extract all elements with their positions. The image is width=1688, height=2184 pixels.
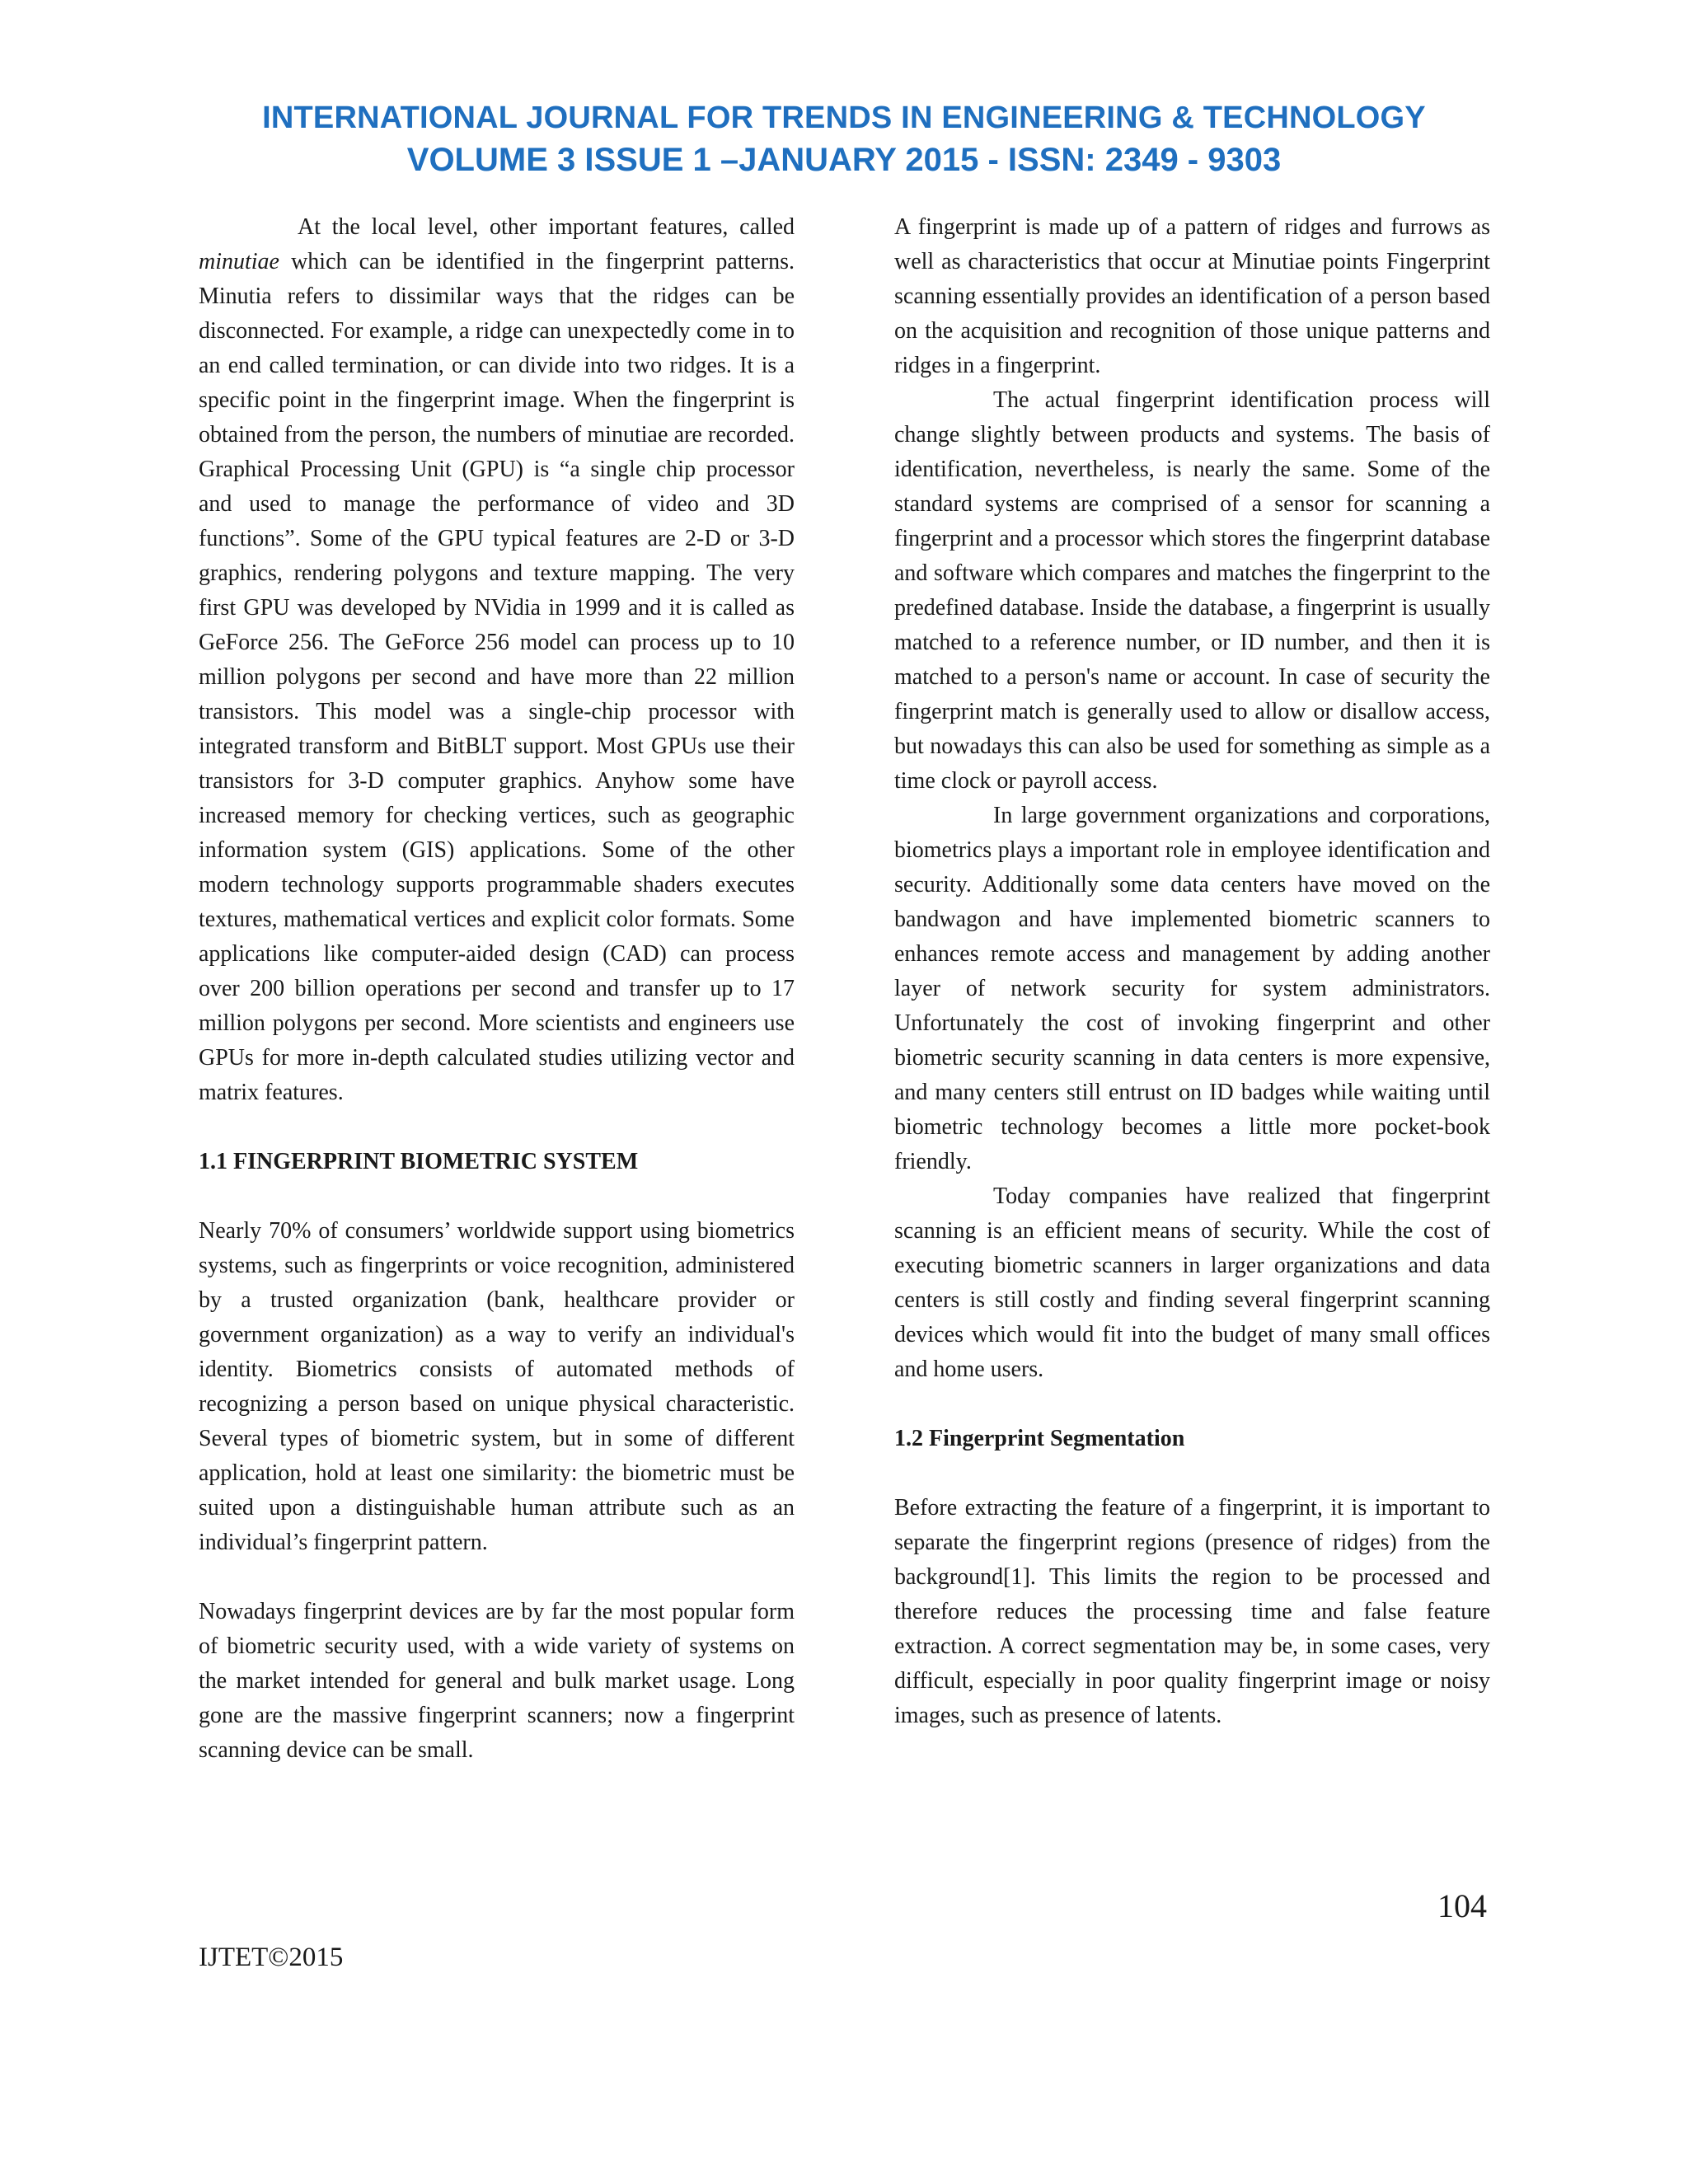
journal-issue-info: VOLUME 3 ISSUE 1 –JANUARY 2015 - ISSN: 2349 - 9303 xyxy=(406,142,1282,178)
left-column xyxy=(199,210,795,1768)
minutiae-term: minutiae xyxy=(199,249,279,274)
paragraph-companies-realized: Today companies have realized that fingerprint scanning is an efficient means of security. While the cost of executing biometric scanners in larger organizations and data centers is still costly and finding several fingerprint scanning devices which would fit into the budget of many small offices and home users. xyxy=(894,1183,1490,1382)
paragraph-biometric-consumers: Nearly 70% of consumers’ worldwide support using biometrics systems, such as fingerprints or voice recognition, administered by a trusted organization (bank, healthcare provider or government organization) as a way to verify an individual's identity. Biometrics consists of automated methods of recognizing a person based on unique physical characteristic. Several types of biometric system, but in some of different application, hold at least one similarity: the biometric must be suited upon a distinguishable human attribute such as an individual’s fingerprint pattern. xyxy=(199,1218,795,1555)
section-heading-1-2: 1.2 Fingerprint Segmentation xyxy=(894,1426,1185,1451)
right-column xyxy=(894,210,1490,1733)
section-heading-1-1: 1.1 FINGERPRINT BIOMETRIC SYSTEM xyxy=(199,1149,639,1174)
paragraph-minutiae-gpu: At the local level, other important features, called minutiae which can be identified in the fingerprint patterns. Minutia refers to dissimilar ways that the ridges can be disconnected. For example, a ridge can unexpectedly come in to an end called termination, or can divide into two ridges. It is a specific point in the fingerprint image. When the fingerprint is obtained from the person, the numbers of minutiae are recorded. Graphical Processing Unit (GPU) is “a single chip processor and used to manage the performance of video and 3D functions”. Some of the GPU typical features are 2-D or 3-D graphics, rendering polygons and texture mapping. The very first GPU was developed by NVidia in 1999 and it is called as GeForce 256. The GeForce 256 model can process up to 10 million polygons per second and have more than 22 million transistors. This model was a single-chip processor with integrated transform and BitBLT support. Most GPUs use their transistors for 3-D computer graphics. Anyhow some have increased memory for checking vertices, such as geographic information system (GIS) applications. Some of the other modern technology supports programmable shaders executes textures, mathematical vertices and explicit color formats. Some applications like computer-aided design (CAD) can process over 200 billion operations per second and transfer up to 17 million polygons per second. More scientists and engineers use GPUs for more in-depth calculated studies utilizing vector and matrix features. xyxy=(199,214,795,1105)
paragraph-identification-process: The actual fingerprint identification process will change slightly between products and systems. The basis of identification, nevertheless, is nearly the same. Some of the standard systems are comprised of a sensor for scanning a fingerprint and a processor which stores the fingerprint database and software which compares and matches the fingerprint to the predefined database. Inside the database, a fingerprint is usually matched to a reference number, or ID number, and then it is matched to a person's name or account. In case of security the fingerprint match is generally used to allow or disallow access, but nowadays this can also be used for something as simple as a time clock or payroll access. xyxy=(894,387,1490,794)
paragraph-fingerprint-devices: Nowadays fingerprint devices are by far the most popular form of biometric security used, with a wide variety of systems on the market intended for general and bulk market usage. Long gone are the massive fingerprint scanners; now a fingerprint scanning device can be small. xyxy=(199,1599,795,1763)
paragraph-government-organizations: In large government organizations and corporations, biometrics plays a important role in employee identification and security. Additionally some data centers have moved on the bandwagon and have implemented biometric scanners to enhances remote access and management by adding another layer of network security for system administrators. Unfortunately the cost of invoking fingerprint and other biometric security scanning in data centers is more expensive, and many centers still entrust on ID badges while waiting until biometric technology becomes a little more pocket-book friendly. xyxy=(894,803,1490,1174)
paragraph-segmentation: Before extracting the feature of a fingerprint, it is important to separate the fingerprint regions (presence of ridges) from the background[1]. This limits the region to be processed and therefore reduces the processing time and false feature extraction. A correct segmentation may be, in some cases, very difficult, especially in poor quality fingerprint image or noisy images, such as presence of latents. xyxy=(894,1495,1490,1728)
paragraph-fingerprint-definition: A fingerprint is made up of a pattern of ridges and furrows as well as characteristics that occur at Minutiae points Fingerprint scanning essentially provides an identification of a person based on the acquisition and recognition of those unique patterns and ridges in a fingerprint. xyxy=(894,214,1490,378)
page-number: 104 xyxy=(1437,1887,1487,1924)
journal-title: INTERNATIONAL JOURNAL FOR TRENDS IN ENGINEERING & TECHNOLOGY xyxy=(262,101,1426,135)
copyright-footer: IJTET©2015 xyxy=(199,1943,344,1972)
journal-header xyxy=(0,97,1688,181)
